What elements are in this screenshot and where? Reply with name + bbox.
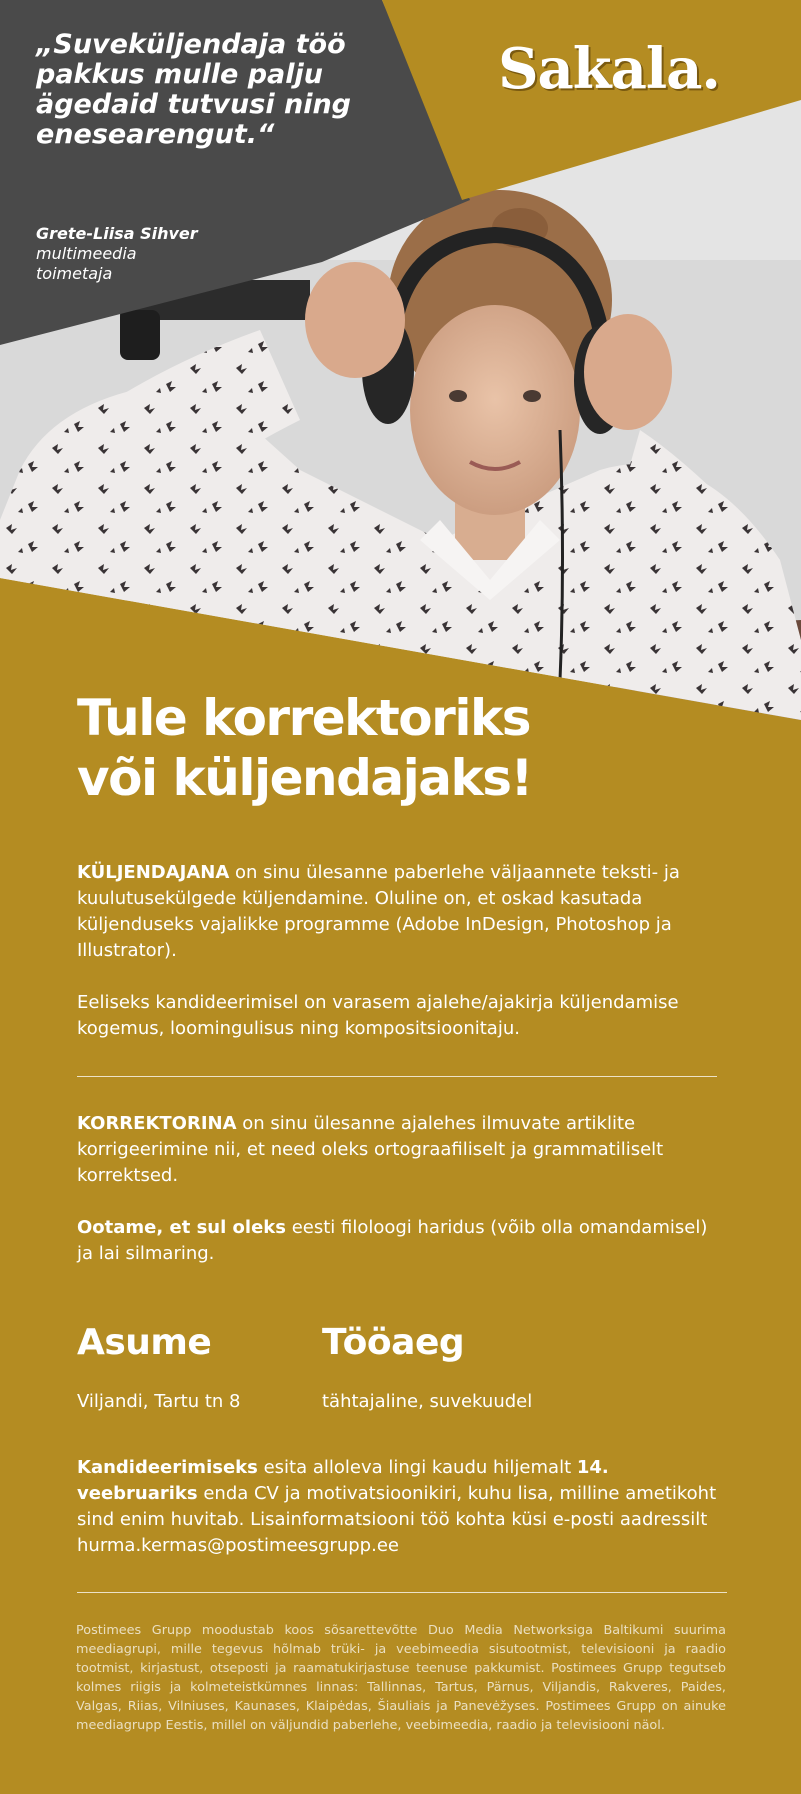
headline-line-2: või küljendajaks! — [77, 749, 532, 807]
hero-banner — [0, 0, 801, 740]
contact-email-link[interactable]: hurma.kermas@postimeesgrupp.ee — [77, 1535, 399, 1556]
application-lead: Kandideerimiseks — [77, 1457, 258, 1478]
testimonial-author — [36, 224, 198, 284]
location-title: Asume — [77, 1322, 212, 1363]
headline-line-1: Tule korrektoriks — [77, 689, 530, 747]
layout-role-paragraph — [77, 860, 727, 964]
info-columns — [77, 1323, 727, 1415]
job-ad-content — [77, 688, 727, 1559]
author-name: Grete-Liisa Sihver — [36, 224, 198, 243]
requirements-paragraph — [77, 1215, 727, 1267]
location-column — [77, 1323, 322, 1415]
footer-divider — [77, 1592, 727, 1593]
application-deadline: 14. veebruariks — [77, 1457, 609, 1504]
worktime-column — [322, 1323, 567, 1415]
layout-role-text: on sinu ülesanne paberlehe väljaannete teksti- ja kuulutusekülgede küljendamine. Oluline on, et oskad kasutada küljenduseks vajalikke programme (Adobe InDesign, Photoshop ja Illustrator). — [77, 862, 680, 961]
application-text-1: esita alloleva lingi kaudu hiljemalt — [257, 1457, 577, 1478]
author-role: multimeedia toimetaja — [36, 244, 137, 283]
proofreader-role-paragraph — [77, 1111, 727, 1189]
requirements-lead: Ootame, et sul oleks — [77, 1217, 286, 1238]
layout-advantage-paragraph: Eeliseks kandideerimisel on varasem ajalehe/ajakirja küljendamise kogemus, loomingulisus ning kompositsioonitaju. — [77, 992, 679, 1039]
sakala-logo: Sakala. — [498, 36, 720, 102]
layout-role-lead: KÜLJENDAJANA — [77, 862, 230, 883]
testimonial-quote: „Suveküljendaja töö pakkus mulle palju ägedaid tutvusi ning enesearengut.“ — [36, 29, 351, 150]
proofreader-role-lead: KORREKTORINA — [77, 1113, 237, 1134]
application-paragraph — [77, 1455, 727, 1559]
company-info-footer: Postimees Grupp moodustab koos sõsarettevõtte Duo Media Networksiga Baltikumi suurima meediagrupi, mille tegevus hõlmab trüki- ja veebimeedia sisutootmist, televisiooni ja raadio tootmist, kirjastust, otseposti ja raamatukirjastuse teenuse pakkumist. Postimees Grupp tegutseb kolmes riigis ja kolmeteistkümnes linnas: Tallinnas, Tartus, Pärnus, Viljandis, Rakveres, Paides, Valgas, Riias, Vilniuses, Kaunases, Klaipėdas, Šiauliais ja Panevėžyses. Postimees Grupp on ainuke meediagrupp Eestis, millel on väljundid paberlehe, veebimeedia, raadio ja televisiooni näol. — [76, 1623, 726, 1733]
proofreader-role-text: on sinu ülesanne ajalehes ilmuvate artiklite korrigeerimine nii, et need oleks ortograafiliselt ja grammatiliselt korrektsed. — [77, 1113, 664, 1186]
divider — [77, 1076, 717, 1077]
headline — [77, 688, 727, 808]
requirements-text: eesti filoloogi haridus (võib olla omandamisel) ja lai silmaring. — [77, 1217, 708, 1264]
application-text-2: enda CV ja motivatsioonikiri, kuhu lisa, milline ametikoht sind enim huvitab. Lisainformatsiooni töö kohta küsi e-posti aadressilt — [77, 1483, 717, 1530]
worktime-title: Tööaeg — [322, 1322, 465, 1363]
location-value: Viljandi, Tartu tn 8 — [77, 1391, 241, 1412]
worktime-value: tähtajaline, suvekuudel — [322, 1391, 533, 1412]
